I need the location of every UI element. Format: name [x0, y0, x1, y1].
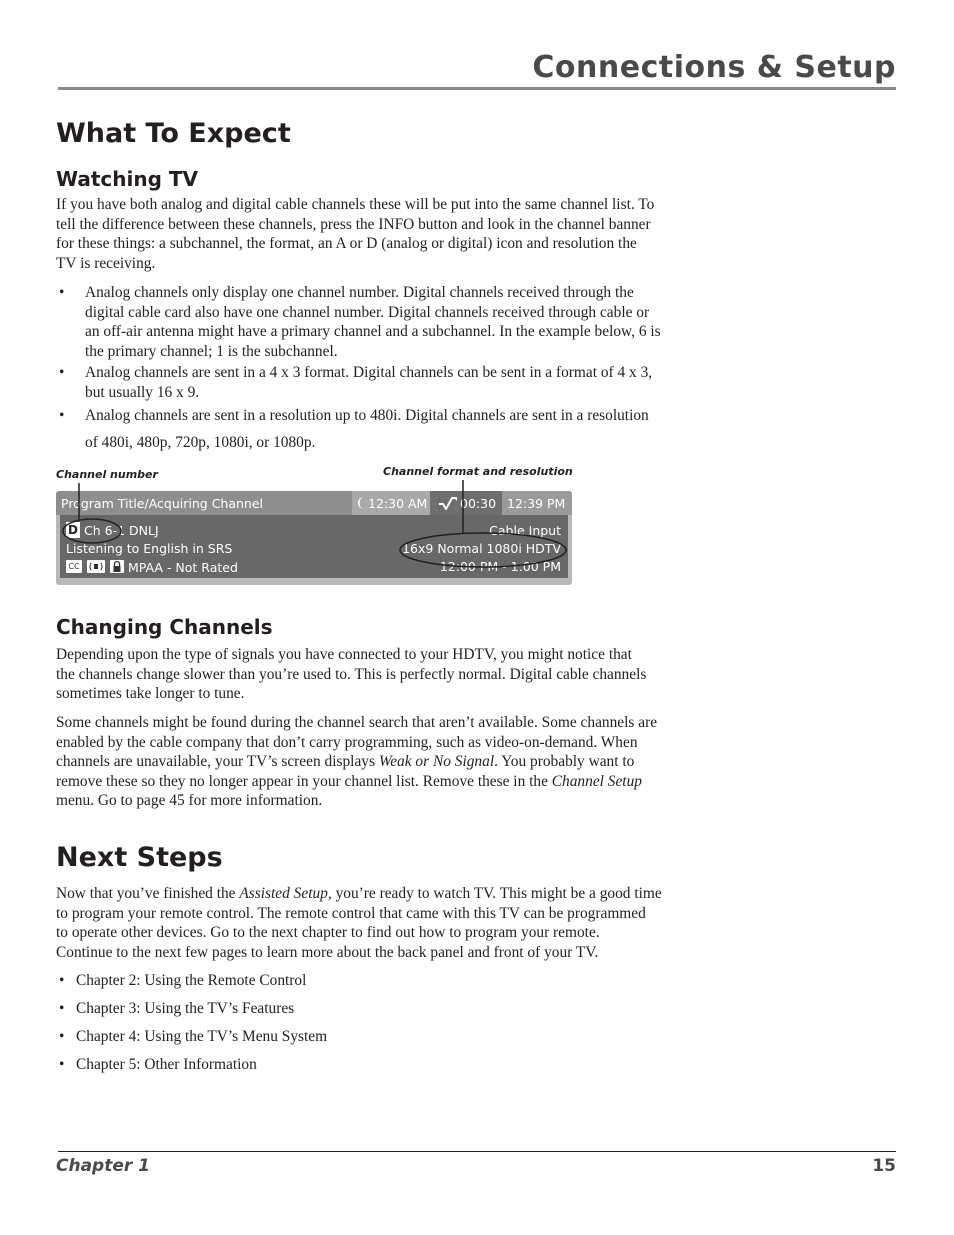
text-line: Depending upon the type of signals you have connected to your HDTV, you might notice that: [56, 646, 632, 663]
section-title-what-to-expect: What To Expect: [56, 118, 291, 149]
bullet-marker: •: [59, 1056, 65, 1073]
text-line: [56, 752, 726, 772]
clock-time: 12:39 PM: [507, 496, 566, 511]
text-line: Analog channels are sent in a 4 x 3 format. Digital channels can be sent in a format of 4 x 3,: [85, 364, 653, 381]
screen-message: Weak or No Signal: [378, 753, 495, 771]
text-line: the channels change slower than you’re used to. This is perfectly normal. Digital cable channels: [56, 665, 647, 683]
bullet-marker: •: [59, 1028, 65, 1045]
program-schedule: 12:00 PM - 1:00 PM: [439, 559, 561, 574]
callout-ellipse-format: [400, 533, 566, 567]
text-line: menu. Go to page 45 for more information.: [56, 792, 323, 810]
text-span: remove these so they no longer appear in your channel list. Remove these in the: [56, 772, 552, 790]
text-span: . You probably want to: [494, 753, 635, 771]
text-line: [56, 772, 726, 792]
text-line: to operate other devices. Go to the next chapter to find out how to program your remote.: [56, 924, 600, 942]
text-line: for these things: a subchannel, the format, an A or D (analog or digital) icon and resolution the: [56, 235, 637, 253]
text-line: Continue to the next few pages to learn more about the back panel and front of your TV.: [56, 943, 599, 961]
caption-channel-number: Channel number: [56, 468, 158, 481]
bullet-marker: •: [59, 1000, 65, 1017]
section-title-next-steps: Next Steps: [56, 842, 223, 873]
text-line: sometimes take longer to tune.: [56, 685, 245, 703]
chapter-link-text: Chapter 4: Using the TV’s Menu System: [76, 1028, 328, 1045]
chapter-link-text: Chapter 2: Using the Remote Control: [76, 972, 307, 989]
cc-icon: CC: [66, 560, 82, 573]
rating: MPAA - Not Rated: [128, 560, 238, 575]
format-resolution: 16x9 Normal 1080i HDTV: [402, 541, 561, 556]
text-line: the primary channel; 1 is the subchannel.: [85, 342, 338, 360]
footer-chapter: Chapter 1: [56, 1156, 151, 1176]
text-span: channels are unavailable, your TV’s screen displays: [56, 753, 379, 771]
text-line: but usually 16 x 9.: [85, 383, 200, 401]
text-span: , you’re ready to watch TV. This might be a good time: [327, 885, 662, 902]
text-line: digital cable card also have one channel number. Digital channels received through cable or: [85, 303, 650, 321]
text-span: Now that you’ve finished the: [56, 885, 240, 902]
chapter-link-text: Chapter 5: Other Information: [76, 1056, 257, 1073]
running-header-title: Connections & Setup: [532, 50, 896, 85]
caption-channel-format: Channel format and resolution: [383, 465, 573, 478]
input-source: Cable Input: [489, 523, 561, 538]
footer-rule: [58, 1151, 896, 1152]
bullet-marker: •: [59, 972, 65, 989]
text-line: an off-air antenna might have a primary channel and a subchannel. In the example below, 6 is: [85, 323, 661, 341]
menu-name: Assisted Setup: [239, 885, 328, 902]
next-steps-paragraph: [56, 884, 726, 962]
text-line: tell the difference between these channels, press the INFO button and look in the channel banner: [56, 215, 651, 233]
text-line: to program your remote control. The remote control that came with this TV can be programmed: [56, 904, 646, 922]
program-title: Program Title/Acquiring Channel: [61, 496, 264, 511]
menu-name: Channel Setup: [551, 772, 642, 790]
text-line: TV is receiving.: [56, 254, 156, 272]
page-number: 15: [872, 1156, 896, 1176]
text-line: [56, 884, 726, 904]
bullet-marker: •: [59, 364, 65, 381]
bullet-marker: •: [59, 284, 65, 301]
chapter-link-text: Chapter 3: Using the TV’s Features: [76, 1000, 295, 1017]
text-line: Some channels might be found during the channel search that aren’t available. Some channels are: [56, 714, 658, 731]
changing-channels-paragraph-1: [56, 645, 726, 704]
changing-channels-paragraph-2: [56, 713, 726, 811]
audio-language: Listening to English in SRS: [66, 541, 233, 556]
elapsed-time: 00:30: [460, 496, 497, 511]
text-line: of 480i, 480p, 720p, 1080i, or 1080p.: [85, 433, 316, 451]
text-line: enabled by the cable company that don’t carry programming, such as video-on-demand. When: [56, 733, 638, 751]
callout-overlay: [0, 0, 954, 600]
digital-icon: D: [66, 522, 80, 538]
callout-ellipse-channel: [63, 519, 121, 543]
text-line: Analog channels are sent in a resolution up to 480i. Digital channels are sent in a resolution: [85, 407, 649, 424]
text-line: Analog channels only display one channel number. Digital channels received through the: [85, 284, 634, 301]
current-time: 12:30 AM: [368, 496, 428, 511]
subsection-title-watching-tv: Watching TV: [56, 167, 198, 191]
channel-number: Ch 6-1 DNLJ: [84, 523, 159, 538]
text-line: If you have both analog and digital cable channels these will be put into the same channel list. To: [56, 196, 655, 213]
subsection-title-changing-channels: Changing Channels: [56, 615, 273, 639]
bullet-marker: •: [59, 407, 65, 424]
